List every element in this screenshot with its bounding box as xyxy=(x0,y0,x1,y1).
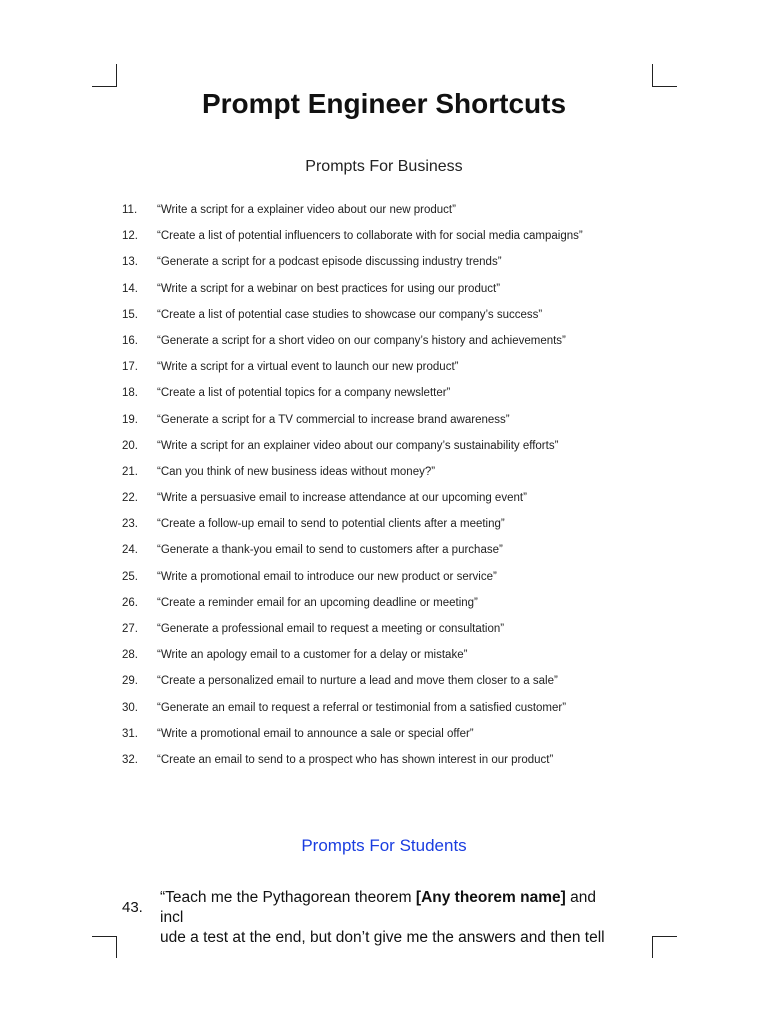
list-item-text: “Create a personalized email to nurture a lead and move them closer to a sale” xyxy=(157,675,558,688)
list-item-text: “Generate a script for a podcast episode discussing industry trends” xyxy=(157,256,502,269)
list-item-text: “Create a follow-up email to send to potential clients after a meeting” xyxy=(157,518,505,531)
list-item xyxy=(0,358,768,384)
list-item-number: 27. xyxy=(122,623,138,635)
crop-mark-top-left xyxy=(92,86,117,87)
list-item-text: “Generate a script for a short video on our company’s history and achievements” xyxy=(157,334,566,347)
student-item-emphasis: [Any theorem name] xyxy=(415,889,566,906)
list-item xyxy=(0,699,768,725)
crop-mark-bottom-right xyxy=(652,936,653,958)
list-item xyxy=(0,227,768,253)
list-item-text: “Generate a professional email to request a meeting or consultation” xyxy=(157,623,505,635)
list-item xyxy=(0,541,768,567)
list-item-text: “Generate an email to request a referral or testimonial from a satisfied customer” xyxy=(157,701,567,714)
list-item-text: “Write a promotional email to introduce our new product or service” xyxy=(157,570,497,583)
list-item-number: 32. xyxy=(122,753,138,766)
section-heading-students: Prompts For Students xyxy=(301,836,467,855)
list-item xyxy=(0,280,768,306)
list-item xyxy=(0,384,768,410)
list-item-number: 17. xyxy=(122,361,138,374)
list-item-text: “Write a persuasive email to increase attendance at our upcoming event” xyxy=(157,492,527,505)
list-item xyxy=(0,620,768,646)
list-item xyxy=(0,751,768,777)
student-item-text-end: and incl xyxy=(160,889,596,926)
list-item xyxy=(0,489,768,515)
list-item-number: 21. xyxy=(122,465,138,478)
list-item xyxy=(0,201,768,227)
list-item xyxy=(0,253,768,279)
list-item-number: 16. xyxy=(122,334,138,347)
page-title: Prompt Engineer Shortcuts xyxy=(201,88,567,119)
student-item-text-line2: ude a test at the end, but don’t give me the answers and then tell xyxy=(160,929,605,946)
list-item xyxy=(0,306,768,332)
list-item xyxy=(0,594,768,620)
list-item xyxy=(0,646,768,672)
student-item-text xyxy=(160,888,620,948)
list-item-number: 30. xyxy=(122,701,138,714)
list-item-text: “Create a list of potential case studies to showcase our company’s success” xyxy=(157,308,543,321)
crop-mark-bottom-left xyxy=(116,936,117,958)
list-item xyxy=(0,725,768,751)
list-item-number: 18. xyxy=(122,387,138,400)
list-item-number: 28. xyxy=(122,649,138,662)
list-item-number: 20. xyxy=(122,439,138,452)
list-item-text: “Write a script for a webinar on best practices for using our product” xyxy=(157,282,501,295)
list-item-text: “Can you think of new business ideas without money?” xyxy=(157,465,436,478)
crop-mark-top-right xyxy=(652,64,653,86)
list-item-text: “Create a list of potential influencers to collaborate with for social media campaigns” xyxy=(157,230,583,243)
list-item-text: “Create an email to send to a prospect who has shown interest in our product” xyxy=(157,753,554,766)
crop-mark-bottom-right xyxy=(652,936,677,937)
list-item-text: “Create a reminder email for an upcoming deadline or meeting” xyxy=(157,596,478,609)
list-item xyxy=(0,672,768,698)
crop-mark-top-right xyxy=(652,86,677,87)
list-item-number: 31. xyxy=(122,727,138,740)
list-item xyxy=(0,515,768,541)
list-item xyxy=(0,332,768,358)
list-item-number: 11. xyxy=(122,204,138,216)
list-item-number: 22. xyxy=(122,492,138,505)
list-item xyxy=(0,437,768,463)
list-item-number: 24. xyxy=(122,544,138,557)
list-item-number: 13. xyxy=(122,256,138,269)
student-item-text-start: “Teach me the Pythagorean theorem xyxy=(160,889,416,906)
student-item-number: 43. xyxy=(122,899,143,916)
list-item-text: “Generate a script for a TV commercial to increase brand awareness” xyxy=(157,413,510,426)
list-item-number: 12. xyxy=(122,230,138,243)
list-item xyxy=(0,411,768,437)
list-item-number: 14. xyxy=(122,282,138,295)
list-item-text: “Write a promotional email to announce a sale or special offer” xyxy=(157,727,474,740)
section-heading-business: Prompts For Business xyxy=(305,158,463,175)
business-prompt-list xyxy=(0,201,768,777)
list-item-text: “Write a script for a virtual event to launch our new product” xyxy=(157,361,459,374)
list-item xyxy=(0,568,768,594)
crop-mark-bottom-left xyxy=(92,936,117,937)
list-item-number: 23. xyxy=(122,518,138,531)
list-item-number: 15. xyxy=(122,308,138,321)
list-item-number: 26. xyxy=(122,596,138,609)
list-item-text: “Generate a thank-you email to send to customers after a purchase” xyxy=(157,544,503,557)
list-item-number: 29. xyxy=(122,675,138,688)
list-item-text: “Create a list of potential topics for a company newsletter” xyxy=(157,387,451,400)
list-item xyxy=(0,463,768,489)
list-item-text: “Write a script for an explainer video about our company’s sustainability efforts” xyxy=(157,439,559,452)
crop-mark-top-left xyxy=(116,64,117,86)
list-item-number: 19. xyxy=(122,413,138,426)
list-item-number: 25. xyxy=(122,570,138,583)
list-item-text: “Write an apology email to a customer for a delay or mistake” xyxy=(157,649,468,662)
list-item-text: “Write a script for a explainer video about our new product” xyxy=(157,204,456,216)
